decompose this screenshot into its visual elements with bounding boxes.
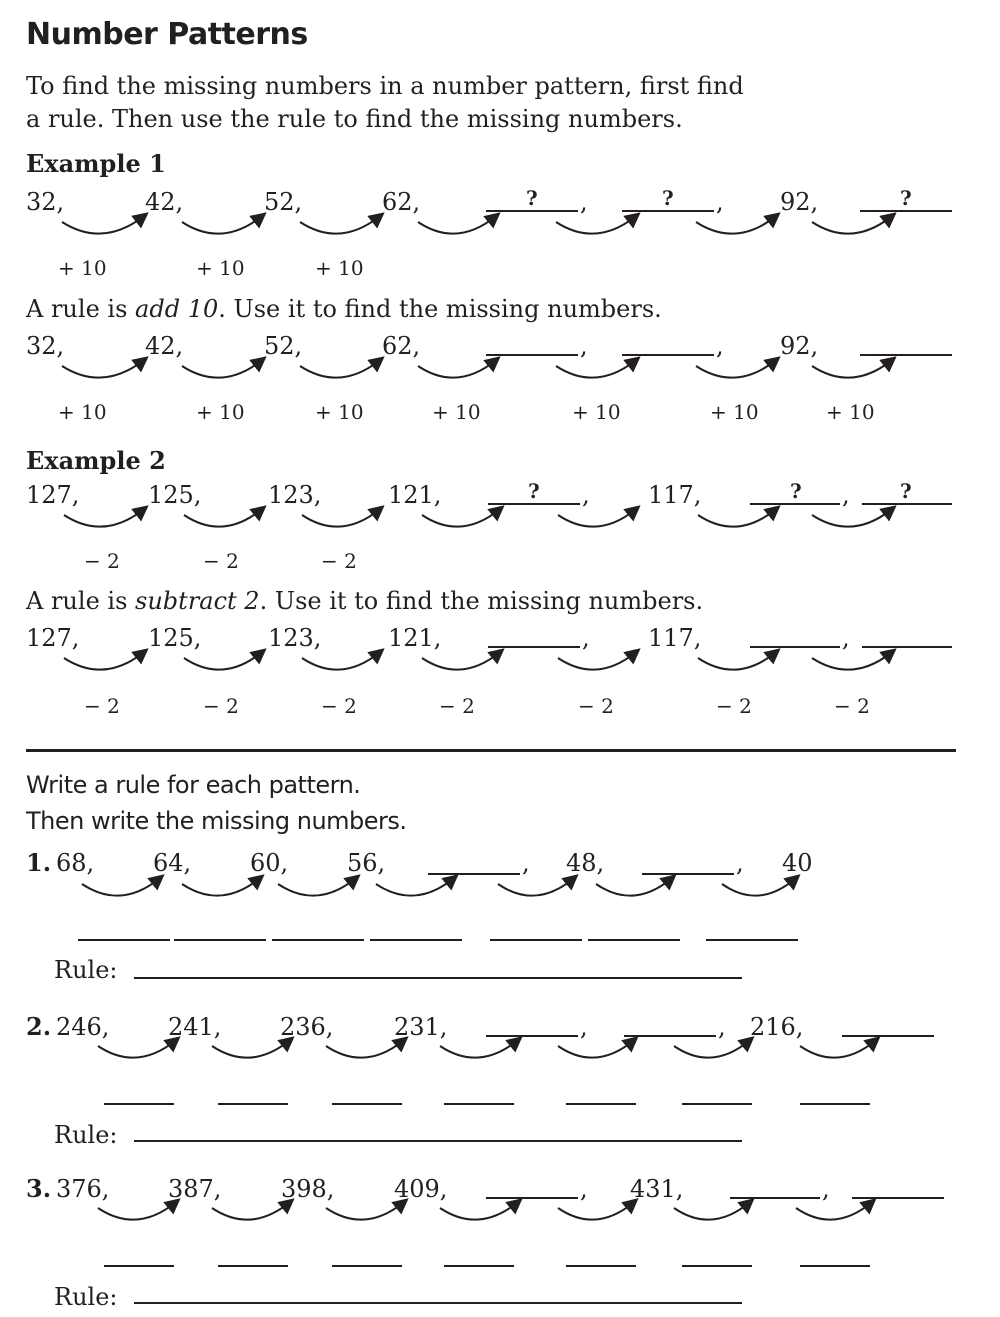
ex2-r1-n1: 127, [26, 481, 80, 509]
ex1-r2-arc-arrow-2 [182, 360, 262, 378]
ex1-r1-arc-arrow-4 [418, 216, 496, 234]
ex2-r2-op1: − 2 [84, 694, 120, 718]
p1-arc-arrow-4 [376, 878, 454, 896]
ex1-r2-arc-arrow-1 [62, 360, 144, 378]
p3-arc-arrow-1 [98, 1202, 176, 1220]
ex2-r1-q3: ? [900, 479, 912, 503]
p3-arc-arrow-7 [796, 1202, 872, 1220]
ex2-rule-sentence: A rule is subtract 2. Use it to find the missing numbers. [26, 587, 704, 615]
ex2-r2-op7: − 2 [834, 694, 870, 718]
p2-n3: 236, [280, 1013, 334, 1041]
ex1-r2-op5: + 10 [572, 400, 621, 424]
ex1-r2-comma2: , [716, 332, 724, 360]
ex2-r2-op3: − 2 [321, 694, 357, 718]
problem-1-number: 1. [26, 848, 52, 877]
p1-arc-arrow-2 [182, 878, 260, 896]
p2-n4: 231, [394, 1013, 448, 1041]
p2-arc-arrow-6 [674, 1040, 750, 1058]
p3-rule-label: Rule: [54, 1283, 118, 1311]
ex1-r2-arc-arrow-4 [418, 360, 496, 378]
example-1-heading: Example 1 [26, 149, 166, 178]
p1-arc-arrow-6 [596, 878, 672, 896]
ex2-r1-q2: ? [790, 479, 802, 503]
ex2-r1-comma2: , [842, 481, 850, 509]
ex1-r1-n4: 62, [382, 188, 421, 216]
p3-comma1: , [580, 1175, 588, 1203]
p2-arc-arrow-4 [440, 1040, 518, 1058]
ex1-r2-n2: 42, [145, 332, 184, 360]
ex2-r2-comma1: , [582, 624, 590, 652]
ex2-r1-op3: − 2 [321, 549, 357, 573]
p1-n2: 64, [153, 849, 192, 877]
ex1-r1-op3: + 10 [315, 256, 364, 280]
p2-arc-arrow-7 [800, 1040, 876, 1058]
ex2-r2-op5: − 2 [578, 694, 614, 718]
ex1-r1-n3: 52, [264, 188, 303, 216]
ex1-r2-n3: 52, [264, 332, 303, 360]
ex1-r1-n1: 32, [26, 188, 65, 216]
ex1-r1-arc-arrow-2 [182, 216, 262, 234]
p3-n4: 409, [394, 1175, 448, 1203]
p3-arc-arrow-3 [326, 1202, 404, 1220]
ex2-r1-n4: 121, [388, 481, 442, 509]
ex2-r1-n2: 125, [148, 481, 202, 509]
ex1-r2-arc-arrow-7 [812, 360, 892, 378]
p1-n5: 48, [566, 849, 605, 877]
ex2-r2-arc-arrow-2 [184, 652, 262, 670]
p1-n6: 40 [782, 849, 813, 877]
ex2-r2-n2: 125, [148, 624, 202, 652]
p3-comma2: , [822, 1175, 830, 1203]
ex2-r2-arc-arrow-6 [698, 652, 776, 670]
ex2-r2-arc-arrow-3 [302, 652, 380, 670]
p2-comma1: , [580, 1013, 588, 1041]
ex1-r1-n2: 42, [145, 188, 184, 216]
p1-arc-arrow-1 [82, 878, 160, 896]
p2-n5: 216, [750, 1013, 804, 1041]
ex1-r1-q1: ? [526, 186, 538, 210]
ex1-rule-sentence: A rule is add 10. Use it to find the missing numbers. [26, 295, 662, 323]
ex1-r1-comma2: , [716, 188, 724, 216]
ex1-r2-op2: + 10 [196, 400, 245, 424]
ex1-r2-arc-arrow-3 [300, 360, 380, 378]
ex1-r2-comma1: , [580, 332, 588, 360]
intro-line-2: a rule. Then use the rule to find the missing numbers. [26, 105, 683, 133]
exercise-instruction-1: Write a rule for each pattern. [26, 771, 361, 799]
ex2-r2-n4: 121, [388, 624, 442, 652]
page-title: Number Patterns [26, 17, 308, 52]
ex2-r1-arc-arrow-7 [812, 509, 892, 527]
p3-n2: 387, [168, 1175, 222, 1203]
ex2-r1-n5: 117, [648, 481, 702, 509]
p3-arc-arrow-2 [212, 1202, 290, 1220]
ex2-r1-arc-arrow-6 [698, 509, 776, 527]
ex2-r1-arc-arrow-3 [302, 509, 380, 527]
ex2-r2-arc-arrow-5 [558, 652, 636, 670]
p1-comma2: , [736, 849, 744, 877]
p2-arc-arrow-3 [326, 1040, 404, 1058]
p3-n5: 431, [630, 1175, 684, 1203]
p2-rule-label: Rule: [54, 1121, 118, 1149]
ex1-r2-n5: 92, [780, 332, 819, 360]
p1-comma1: , [522, 849, 530, 877]
ex1-r1-op1: + 10 [58, 256, 107, 280]
ex2-r1-arc-arrow-2 [184, 509, 262, 527]
exercise-instruction-2: Then write the missing numbers. [26, 807, 407, 835]
ex2-r1-comma1: , [582, 481, 590, 509]
p2-arc-arrow-2 [212, 1040, 290, 1058]
ex1-r2-n4: 62, [382, 332, 421, 360]
ex2-r1-q1: ? [528, 479, 540, 503]
ex1-r1-q3: ? [900, 186, 912, 210]
ex2-r2-arc-arrow-1 [64, 652, 144, 670]
ex2-r2-arc-arrow-4 [422, 652, 500, 670]
p2-n1: 246, [56, 1013, 110, 1041]
p2-arc-arrow-1 [98, 1040, 176, 1058]
ex1-r2-arc-arrow-5 [556, 360, 636, 378]
ex1-r1-comma1: , [580, 188, 588, 216]
p3-n3: 398, [281, 1175, 335, 1203]
p1-arc-arrow-7 [722, 878, 796, 896]
ex1-r1-arc-arrow-5 [556, 216, 636, 234]
p1-arc-arrow-3 [278, 878, 356, 896]
ex1-r1-arc-arrow-1 [62, 216, 144, 234]
p3-arc-arrow-6 [674, 1202, 750, 1220]
ex1-r2-op7: + 10 [826, 400, 875, 424]
p2-n2: 241, [168, 1013, 222, 1041]
p3-arc-arrow-5 [558, 1202, 634, 1220]
intro-line-1: To find the missing numbers in a number pattern, first find [26, 72, 744, 100]
ex2-r1-n3: 123, [268, 481, 322, 509]
ex1-r1-q2: ? [662, 186, 674, 210]
p3-arc-arrow-4 [440, 1202, 518, 1220]
problem-2-number: 2. [26, 1012, 52, 1041]
ex2-r2-n3: 123, [268, 624, 322, 652]
p2-arc-arrow-5 [558, 1040, 634, 1058]
ex1-r2-op3: + 10 [315, 400, 364, 424]
ex2-r2-n5: 117, [648, 624, 702, 652]
ex2-r2-arc-arrow-7 [812, 652, 892, 670]
p2-comma2: , [718, 1013, 726, 1041]
ex1-r2-op4: + 10 [432, 400, 481, 424]
ex2-r1-op2: − 2 [203, 549, 239, 573]
ex2-r1-op1: − 2 [84, 549, 120, 573]
ex2-r1-arc-arrow-4 [422, 509, 500, 527]
p1-rule-label: Rule: [54, 956, 118, 984]
ex1-r1-n5: 92, [780, 188, 819, 216]
example-2-heading: Example 2 [26, 446, 166, 475]
ex1-r2-op6: + 10 [710, 400, 759, 424]
ex2-r2-op4: − 2 [439, 694, 475, 718]
ex1-r2-op1: + 10 [58, 400, 107, 424]
p1-n4: 56, [347, 849, 386, 877]
ex2-r2-comma2: , [842, 624, 850, 652]
ex2-r1-arc-arrow-5 [558, 509, 636, 527]
ex1-r2-arc-arrow-6 [696, 360, 776, 378]
ex2-r2-n1: 127, [26, 624, 80, 652]
ex1-r1-arc-arrow-3 [300, 216, 380, 234]
ex1-r1-op2: + 10 [196, 256, 245, 280]
p1-n1: 68, [56, 849, 95, 877]
ex2-r2-op6: − 2 [716, 694, 752, 718]
ex2-r1-arc-arrow-1 [64, 509, 144, 527]
p3-n1: 376, [56, 1175, 110, 1203]
ex2-r2-op2: − 2 [203, 694, 239, 718]
ex1-r2-n1: 32, [26, 332, 65, 360]
p1-n3: 60, [250, 849, 289, 877]
p1-arc-arrow-5 [498, 878, 574, 896]
ex1-r1-arc-arrow-6 [696, 216, 776, 234]
ex1-r1-arc-arrow-7 [812, 216, 892, 234]
problem-3-number: 3. [26, 1174, 52, 1203]
